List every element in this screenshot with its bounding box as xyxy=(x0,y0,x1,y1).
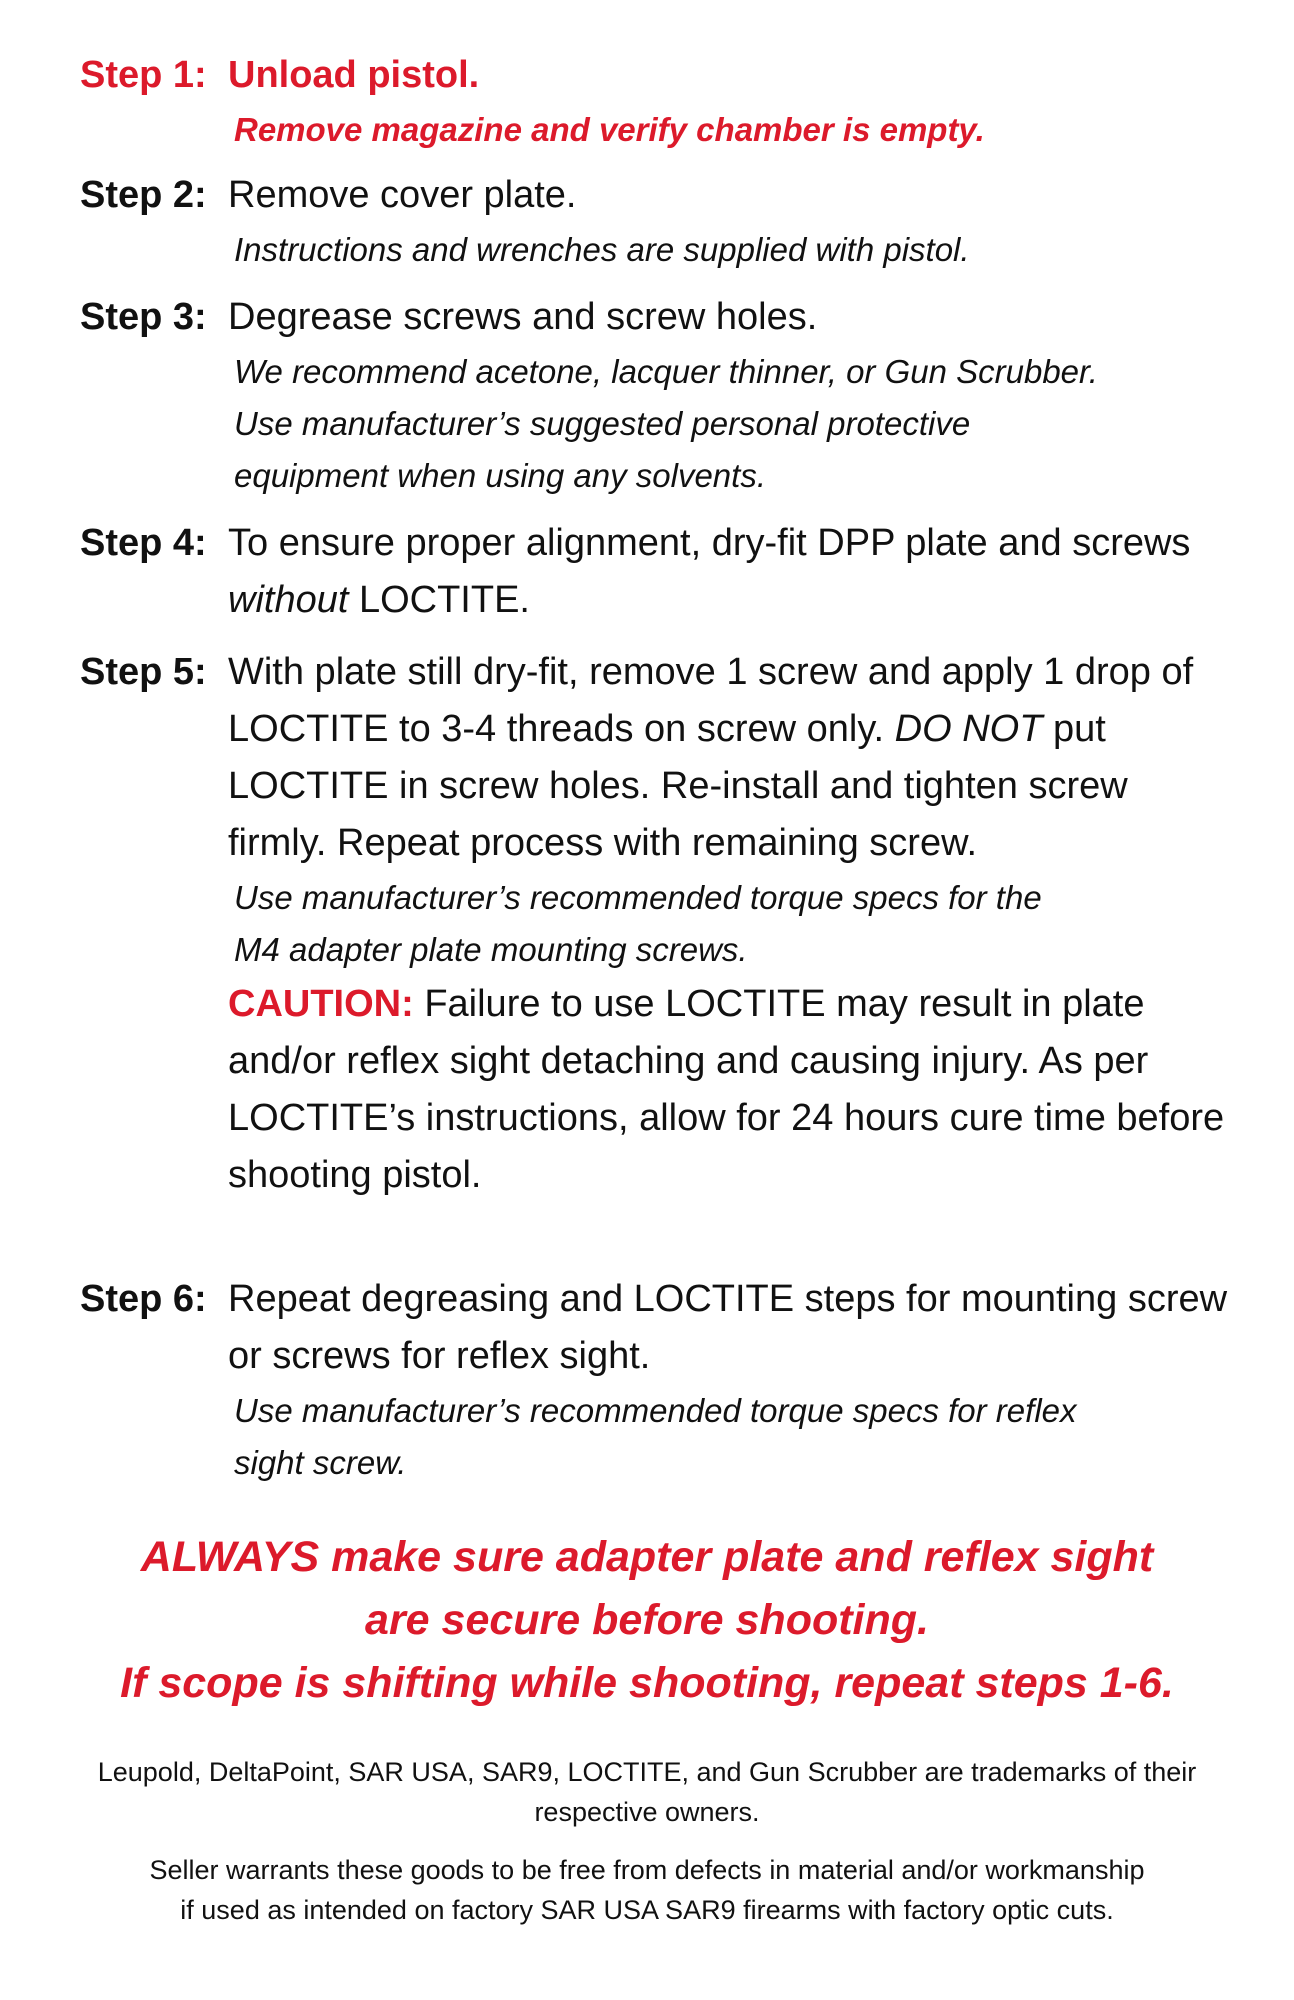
step-2-label: Step 2: xyxy=(80,174,207,216)
step-3-label: Step 3: xyxy=(80,296,207,338)
step-6-heading xyxy=(80,1271,1230,1385)
step-4-text-before: To ensure proper alignment, dry-fit DPP plate and screws xyxy=(228,522,1191,564)
step-5-note-1: Use manufacturer’s recommended torque specs for the xyxy=(234,879,1042,916)
step-4 xyxy=(80,515,1230,629)
step-2 xyxy=(80,167,1230,276)
caution-text: Failure to use LOCTITE may result in plate and/or reflex sight detaching and causing injury. As per LOCTITE’s instructions, allow for 24 hours cure time before shooting pistol. xyxy=(228,983,1225,1196)
step-2-title: Remove cover plate. xyxy=(228,174,577,216)
step-6 xyxy=(80,1271,1230,1489)
warranty-notice xyxy=(40,1850,1254,1930)
step-5-heading xyxy=(80,644,1230,872)
step-3-note-3: equipment when using any solvents. xyxy=(234,457,766,494)
step-5-caution xyxy=(228,976,1230,1204)
step-1-label: Step 1: xyxy=(80,54,207,96)
warning-line-3: If scope is shifting while shooting, repeat steps 1-6. xyxy=(120,1659,1174,1707)
step-4-text xyxy=(228,515,1230,629)
step-5-text-before: With plate still dry-fit, remove 1 screw and apply 1 drop of LOCTITE to 3-4 threads on screw only. xyxy=(228,651,1194,750)
step-2-heading xyxy=(80,167,1230,224)
step-1-heading xyxy=(80,47,1230,104)
step-5-text xyxy=(228,644,1230,872)
step-6-note-1: Use manufacturer’s recommended torque specs for reflex xyxy=(234,1392,1077,1429)
step-6-title: Repeat degreasing and LOCTITE steps for mounting screw or screws for reflex sight. xyxy=(228,1278,1228,1377)
step-1-title: Unload pistol. xyxy=(228,54,480,96)
step-3-note-2: Use manufacturer’s suggested personal protective xyxy=(234,405,971,442)
step-1 xyxy=(80,47,1230,156)
step-5 xyxy=(80,644,1230,1204)
warning-line-2: are secure before shooting. xyxy=(365,1596,929,1644)
step-5-text-after: put LOCTITE in screw holes. Re-install and tighten screw firmly. Repeat process with remaining screw. xyxy=(228,708,1128,864)
step-4-heading xyxy=(80,515,1230,629)
step-6-note-2: sight screw. xyxy=(234,1444,407,1481)
step-6-label: Step 6: xyxy=(80,1278,207,1320)
warranty-line-2: if used as intended on factory SAR USA SAR9 firearms with factory optic cuts. xyxy=(180,1895,1114,1925)
warranty-line-1: Seller warrants these goods to be free from defects in material and/or workmanship xyxy=(149,1855,1145,1885)
safety-warning xyxy=(0,1526,1294,1715)
step-5-label: Step 5: xyxy=(80,651,207,693)
step-5-note-2: M4 adapter plate mounting screws. xyxy=(234,931,748,968)
step-3-note-1: We recommend acetone, lacquer thinner, or Gun Scrubber. xyxy=(234,353,1098,390)
trademark-notice: Leupold, DeltaPoint, SAR USA, SAR9, LOCTITE, and Gun Scrubber are trademarks of their respective owners. xyxy=(97,1757,1197,1827)
step-4-text-after: LOCTITE. xyxy=(348,579,530,621)
warning-line-1: ALWAYS make sure adapter plate and reflex sight xyxy=(140,1533,1154,1581)
step-3-title: Degrease screws and screw holes. xyxy=(228,296,818,338)
step-3 xyxy=(80,289,1230,502)
step-1-note: Remove magazine and verify chamber is empty. xyxy=(234,111,985,148)
step-2-note: Instructions and wrenches are supplied with pistol. xyxy=(234,231,970,268)
step-3-heading xyxy=(80,289,1230,346)
caution-label: CAUTION: xyxy=(228,983,414,1025)
step-4-text-italic: without xyxy=(228,579,349,621)
step-4-label: Step 4: xyxy=(80,522,207,564)
step-5-text-italic: DO NOT xyxy=(894,708,1043,750)
